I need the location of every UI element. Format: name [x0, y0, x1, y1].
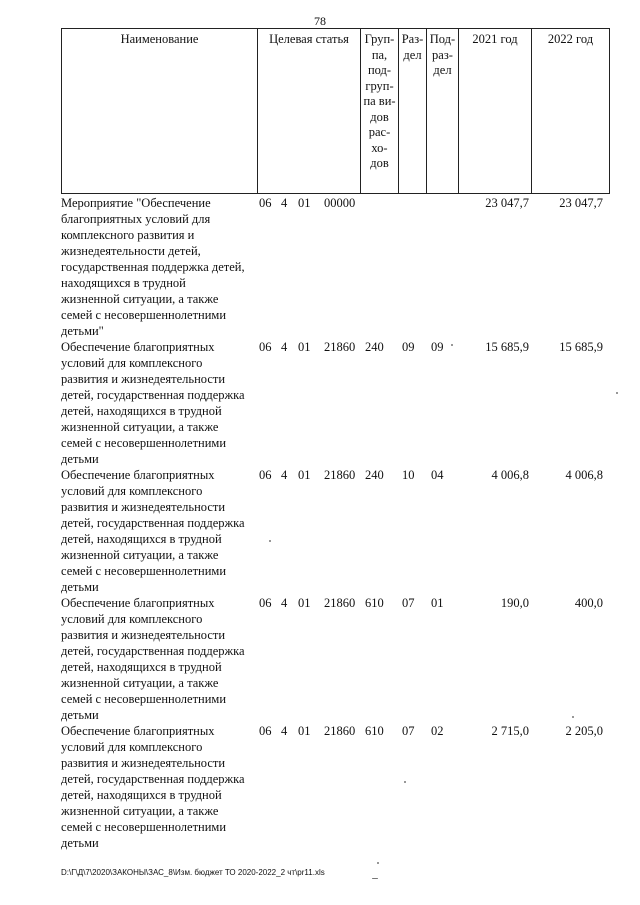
target-article-part: 4 [281, 468, 288, 482]
podrazdel: 04 [431, 468, 444, 482]
table-row [61, 723, 611, 851]
table-row [61, 595, 611, 723]
target-article-part: 21860 [324, 468, 356, 482]
header-name: Наименование [62, 29, 258, 194]
row-name: Обеспечение благоприятных условий для комплексного развития и жизнедеятельности детей, государственная поддержка детей, находящихся в трудной жизненной ситуации, а также семей с несовершеннолетними детьми [61, 340, 245, 466]
table-row [61, 467, 611, 595]
amount-2022: 400,0 [574, 596, 603, 610]
target-article-part: 00000 [324, 196, 356, 210]
row-name: Обеспечение благоприятных условий для комплексного развития и жизнедеятельности детей, государственная поддержка детей, находящихся в трудной жизненной ситуации, а также семей с несовершеннолетними детьми [61, 724, 245, 850]
podrazdel: 02 [431, 724, 444, 738]
target-article-part: 06 [259, 196, 272, 210]
scan-speck [616, 392, 618, 394]
expense-group: 610 [365, 724, 384, 738]
target-article-part: 06 [259, 340, 272, 354]
amount-2022: 2 205,0 [565, 724, 603, 738]
razdel: 09 [402, 340, 415, 354]
razdel: 07 [402, 596, 415, 610]
header-target-article: Целевая статья [258, 29, 361, 194]
scan-speck [404, 781, 406, 783]
target-article-part: 4 [281, 196, 288, 210]
scan-speck [451, 344, 453, 346]
target-article-part: 01 [298, 340, 311, 354]
scan-speck [372, 878, 378, 879]
table-row [61, 339, 611, 467]
header-year-2022: 2022 год [532, 29, 610, 194]
page-number: 78 [314, 14, 326, 28]
target-article-part: 21860 [324, 340, 356, 354]
amount-2022: 23 047,7 [559, 196, 603, 210]
amount-2021: 2 715,0 [491, 724, 529, 738]
podrazdel: 09 [431, 340, 444, 354]
table-header [61, 28, 610, 194]
table-body [61, 195, 611, 851]
table-row [61, 195, 611, 339]
scan-speck [377, 862, 379, 864]
expense-group: 240 [365, 340, 384, 354]
target-article-part: 01 [298, 196, 311, 210]
header-year-2021: 2021 год [459, 29, 532, 194]
scan-speck [269, 540, 271, 542]
row-name: Мероприятие "Обеспечение благоприятных условий для комплексного развития и жизнедеятельности детей, государственная поддержка детей, находящихся в трудной жизненной ситуации, а также семей с несовершеннолетними детьми" [61, 196, 245, 338]
target-article-part: 4 [281, 340, 288, 354]
amount-2021: 15 685,9 [485, 340, 529, 354]
header-razdel: Раз-дел [399, 29, 427, 194]
header-expense-group: Груп-па, под-груп-па ви-дов рас-хо-дов [361, 29, 399, 194]
expense-group: 240 [365, 468, 384, 482]
scan-speck [572, 716, 574, 718]
row-name: Обеспечение благоприятных условий для комплексного развития и жизнедеятельности детей, государственная поддержка детей, находящихся в трудной жизненной ситуации, а также семей с несовершеннолетними детьми [61, 468, 245, 594]
target-article-part: 21860 [324, 596, 356, 610]
target-article-part: 06 [259, 468, 272, 482]
header-podrazdel: Под-раз-дел [427, 29, 459, 194]
amount-2021: 190,0 [500, 596, 529, 610]
target-article-part: 21860 [324, 724, 356, 738]
target-article-part: 06 [259, 724, 272, 738]
file-path-footer: D:\Г\Д\7\2020\ЗАКОНЫ\ЗАС_8\Изм. бюджет ТО 2020-2022_2 чт\pr11.xls [61, 868, 325, 877]
amount-2022: 4 006,8 [565, 468, 603, 482]
podrazdel: 01 [431, 596, 444, 610]
expense-group: 610 [365, 596, 384, 610]
amount-2022: 15 685,9 [559, 340, 603, 354]
razdel: 07 [402, 724, 415, 738]
target-article-part: 01 [298, 468, 311, 482]
row-name: Обеспечение благоприятных условий для комплексного развития и жизнедеятельности детей, государственная поддержка детей, находящихся в трудной жизненной ситуации, а также семей с несовершеннолетними детьми [61, 596, 245, 722]
razdel: 10 [402, 468, 415, 482]
target-article-part: 01 [298, 596, 311, 610]
target-article-part: 06 [259, 596, 272, 610]
target-article-part: 4 [281, 724, 288, 738]
amount-2021: 23 047,7 [485, 196, 529, 210]
target-article-part: 01 [298, 724, 311, 738]
target-article-part: 4 [281, 596, 288, 610]
amount-2021: 4 006,8 [491, 468, 529, 482]
